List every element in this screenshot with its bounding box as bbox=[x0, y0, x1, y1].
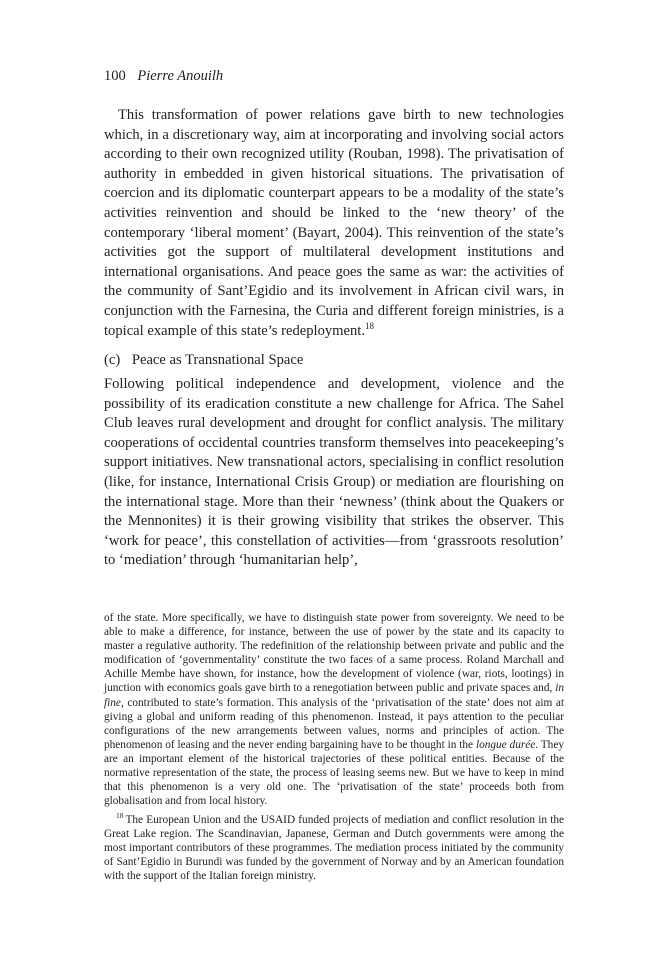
footnote-italic-longue-duree: longue durée bbox=[475, 738, 536, 751]
section-heading bbox=[104, 350, 303, 370]
footnote-continued-part3: . They are an important element of the historical trajectories of these political entities. Because of the normative representation of the state, the process of leasing seems new. But we have to keep in mind that this phenomenon is a very old one. The ‘privatisation of the state’ proceeds both from globalisation and from local history. bbox=[104, 738, 564, 808]
footnote-continued-part1: of the state. More specifically, we have to distinguish state power from sovereignty. We need to be able to make a difference, for instance, between the use of power by the state and its capacity to master a regulative authority. The redefinition of the relationship between private and public and the modification of ‘governmentality’ constitute the two faces of a same process. Roland Marchall and Achille Membe have shown, for instance, how the development of violence (war, riots, lootings) in junction with economics goals gave birth to a renegotiation between public and private spaces and, bbox=[104, 612, 564, 695]
footnote-italic-in-fine: in fine bbox=[104, 682, 564, 709]
footnote-continued bbox=[104, 611, 564, 808]
running-header bbox=[104, 66, 223, 86]
footnote-continued-part2: , contributed to state’s formation. This analysis of the ‘privatisation of the state’ does not aim at giving a global and uniform reading of this phenomenon. Instead, it pays attention to the peculiar configurations of the new arrangements between values, norms and principles of action. The phenomenon of leasing and the never ending bargaining have to be thought in the bbox=[104, 696, 564, 751]
section-title: Peace as Transnational Space bbox=[131, 352, 304, 368]
paragraph-2-text: Following political independence and development, violence and the possibility of its eradication constitute a new challenge for Africa. The Sahel Club leaves rural development and drought for conflict analysis. The military cooperations of occidental countries transform themselves into peacekeeping’s support initiatives. New transnational actors, specialising in conflict resolution (like, for instance, International Crisis Group) or mediation are flourishing on the international stage. More than their ‘newness’ (think about the Quakers or the Mennonites) it is their growing visibility that strikes the observer. This ‘work for peace’, this constellation of activities—from ‘grassroots resolution’ to ‘mediation’ through ‘humanitarian help’, bbox=[104, 376, 564, 569]
body-paragraph-2 bbox=[104, 375, 564, 571]
paragraph-1-text: This transformation of power relations gave birth to new technologies which, in a discretionary way, aim at incorporating and involving social actors according to their own recognized utility (Rouban, 1998). The privatisation of authority in embedded in given historical situations. The privatisation of coercion and its diplomatic counterpart appears to be a modality of the state’s activities reinvention and should be linked to the ‘new theory’ of the contemporary ‘liberal moment’ (Bayart, 2004). This reinvention of the state’s activities got the support of multilateral development institutions and international organisations. And peace goes the same as war: the activities of the community of Sant’Egidio and its involvement in African civil wars, in conjunction with the Farnesina, the Curia and different foreign ministries, is a topical example of this state’s redeployment. bbox=[104, 107, 564, 339]
footnote-ref-18[interactable]: 18 bbox=[365, 320, 374, 331]
footnote-18 bbox=[104, 813, 564, 883]
running-author: Pierre Anouilh bbox=[137, 68, 224, 84]
section-number: (c) bbox=[104, 352, 121, 368]
footnote-18-marker: 18 bbox=[116, 811, 124, 821]
body-paragraph-1 bbox=[104, 106, 564, 341]
footnote-18-text: The European Union and the USAID funded projects of mediation and conflict resolution in the Great Lake region. The Scandinavian, Japanese, German and Dutch governments were among the most important contributors of these programmes. The mediation process initiated by the community of Sant’Egidio in Burundi was funded by the government of Norway and by an American foundation with the support of the Italian foreign ministry. bbox=[104, 814, 564, 883]
page-number: 100 bbox=[104, 68, 126, 84]
